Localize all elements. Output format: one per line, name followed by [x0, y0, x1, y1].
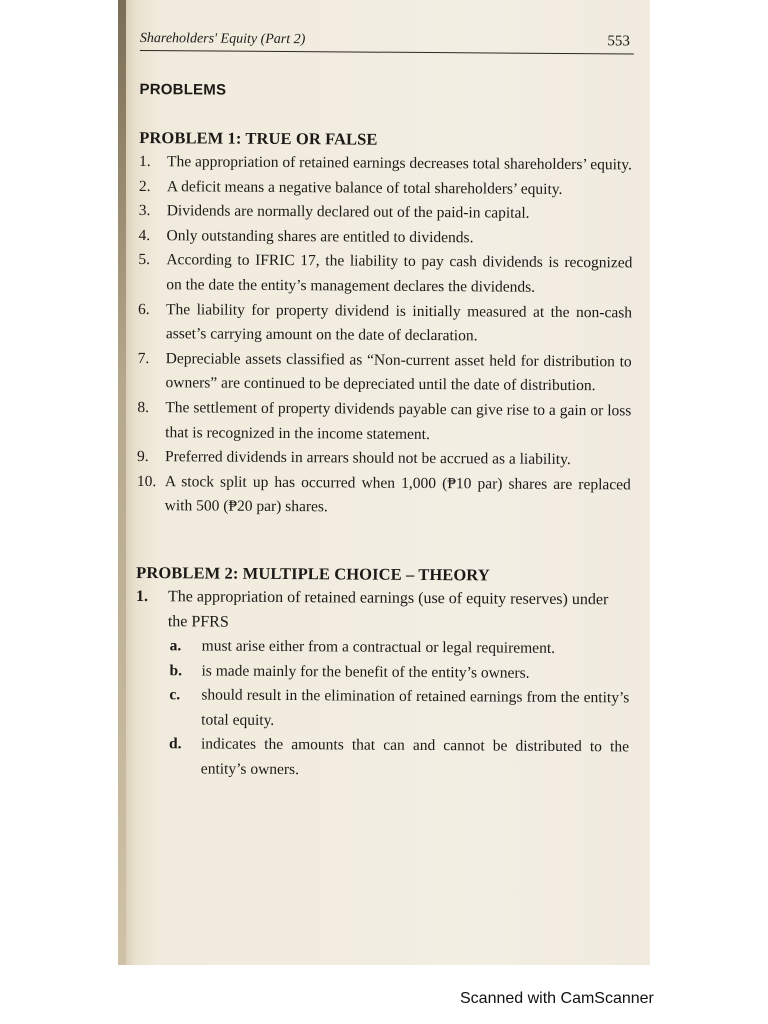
- choice-c: [135, 683, 629, 736]
- item-number: 7.: [137, 349, 150, 367]
- item-text: The appropriation of retained earnings decreases total shareholders’ equity.: [167, 153, 632, 174]
- item-number: 9.: [136, 448, 149, 466]
- item-number: 3.: [138, 202, 151, 220]
- page-number: 553: [607, 33, 630, 50]
- true-false-list: [137, 150, 634, 522]
- choice-letter: d.: [168, 735, 182, 753]
- choice-d: [135, 732, 629, 785]
- question-text: The appropriation of retained earnings (use of equity reserves) under the PFRS: [167, 588, 609, 631]
- item-text: According to IFRIC 17, the liability to pay cash dividends is recognized on the date the entity’s management declares the dividends.: [166, 251, 633, 296]
- choice-b: [135, 659, 629, 687]
- problem-1-title: PROBLEM 1: TRUE OR FALSE: [139, 127, 378, 149]
- item-text: Dividends are normally declared out of the paid-in capital.: [166, 202, 530, 222]
- item-number: 4.: [138, 226, 151, 244]
- item-number: 1.: [139, 152, 151, 171]
- choice-letter: c.: [169, 686, 181, 704]
- running-title: Shareholders' Equity (Part 2): [139, 30, 306, 48]
- item-text: The settlement of property dividends payable can give rise to a gain or loss that is recognized in the income statement.: [165, 399, 632, 443]
- item-number: 8.: [137, 398, 150, 417]
- running-header: [140, 30, 634, 54]
- item-text: A stock split up has occurred when 1,000 (₱10 par) shares are replaced with 500 (₱20 par) shares.: [164, 472, 631, 516]
- list-item: [137, 470, 631, 523]
- list-item: [138, 224, 632, 252]
- book-page: [135, 30, 634, 785]
- choice-letter: b.: [169, 661, 183, 679]
- choice-text: must arise either from a contractual or legal requirement.: [201, 637, 556, 658]
- item-number: 6.: [137, 300, 150, 318]
- item-text: Only outstanding shares are entitled to dividends.: [166, 226, 474, 247]
- scanned-page: [118, 0, 650, 965]
- item-number: 5.: [138, 251, 151, 269]
- item-text: A deficit means a negative balance of total shareholders’ equity.: [166, 177, 563, 198]
- camscanner-watermark: Scanned with CamScanner: [460, 990, 654, 1007]
- section-title: PROBLEMS: [139, 80, 227, 99]
- item-text: Depreciable assets classified as “Non-current asset held for distribution to owners” are continued to be depreciated until the date of distribution.: [165, 349, 632, 395]
- list-item: [137, 445, 631, 473]
- choice-text: should result in the elimination of retained earnings from the entity’s total equity.: [201, 686, 630, 729]
- list-item: [137, 396, 631, 449]
- problem-2-title: PROBLEM 2: MULTIPLE CHOICE – THEORY: [136, 562, 490, 585]
- question-number: 1.: [135, 587, 149, 605]
- list-item: [138, 298, 632, 351]
- item-number: 2.: [138, 177, 151, 195]
- choice-letter: a.: [169, 637, 182, 655]
- choice-text: indicates the amounts that can and cannot be distributed to the entity’s owners.: [200, 735, 630, 779]
- question-1: [136, 585, 630, 638]
- choice-text: is made mainly for the benefit of the entity’s owners.: [201, 662, 530, 682]
- choice-list: [135, 634, 630, 785]
- item-number: 10.: [136, 472, 157, 490]
- item-text: The liability for property dividend is initially measured at the non-cash asset’s carrying amount on the date of declaration.: [165, 300, 633, 345]
- list-item: [138, 248, 632, 301]
- list-item: [139, 175, 633, 203]
- item-text: Preferred dividends in arrears should not be accrued as a liability.: [164, 448, 571, 469]
- list-item: [139, 199, 633, 227]
- choice-a: [136, 634, 630, 662]
- list-item: [139, 150, 633, 178]
- list-item: [137, 347, 631, 400]
